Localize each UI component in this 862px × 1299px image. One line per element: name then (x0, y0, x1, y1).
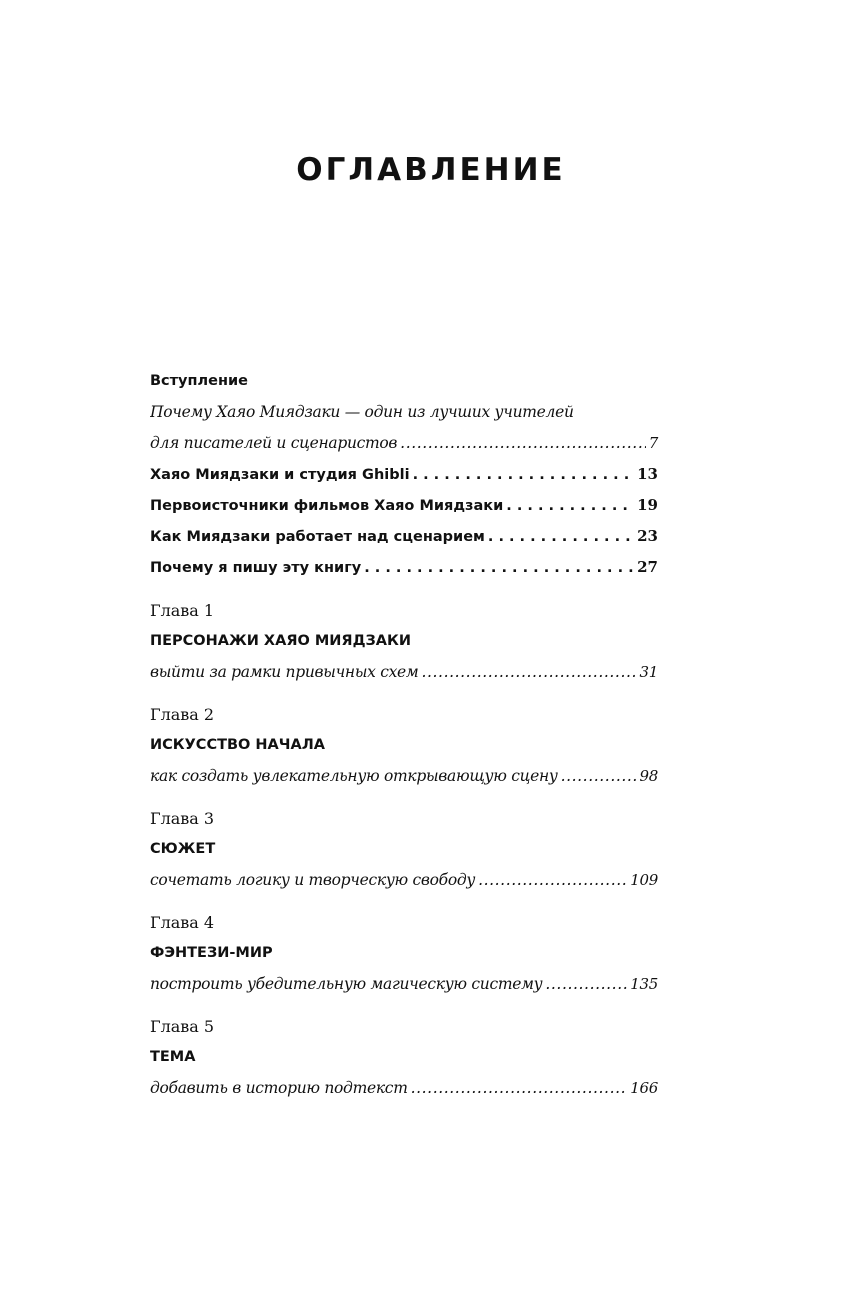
intro-heading: Вступление (150, 373, 248, 389)
chapter-entry[interactable] (150, 865, 658, 896)
chapter-label: Глава 2 (150, 705, 215, 724)
page-number: 23 (637, 527, 658, 545)
chapter-subtitle: построить убедительную магическую систему (150, 975, 543, 993)
chapter-title: ФЭНТЕЗИ-МИР (150, 945, 273, 961)
chapter-label: Глава 3 (150, 809, 215, 828)
dot-leader (545, 969, 627, 1000)
toc-entry[interactable] (150, 552, 658, 583)
chapter-entry[interactable] (150, 657, 658, 688)
intro-entry-line-1: Почему Хаяо Миядзаки — один из лучших учителей (150, 403, 574, 421)
dot-leader (411, 1073, 628, 1104)
dot-leader (400, 428, 646, 459)
chapter-entry[interactable] (150, 761, 658, 792)
toc-entry[interactable] (150, 459, 658, 490)
entry-title: Как Миядзаки работает над сценарием (150, 529, 485, 545)
page-number: 27 (637, 558, 658, 576)
chapter-label: Глава 5 (150, 1017, 215, 1036)
dot-leader (421, 657, 636, 688)
dot-leader (478, 865, 627, 896)
chapter-title: ПЕРСОНАЖИ ХАЯО МИЯДЗАКИ (150, 633, 412, 649)
dot-leader (506, 491, 634, 522)
dot-leader (561, 761, 637, 792)
page-number: 31 (639, 663, 658, 681)
entry-title: Хаяо Миядзаки и студия Ghibli (150, 467, 410, 483)
chapter-subtitle: выйти за рамки привычных схем (150, 663, 419, 681)
chapter-subtitle: как создать увлекательную открывающую сцену (150, 767, 558, 785)
page-number: 135 (630, 975, 658, 993)
table-of-contents (150, 366, 658, 1104)
chapter-title: ИСКУССТВО НАЧАЛА (150, 737, 325, 753)
toc-entry[interactable] (150, 521, 658, 552)
page-number: 109 (630, 871, 658, 889)
chapter-label: Глава 4 (150, 913, 215, 932)
page-number: 98 (639, 767, 658, 785)
chapter-entry[interactable] (150, 969, 658, 1000)
entry-title: Почему я пишу эту книгу (150, 560, 362, 576)
page-number: 7 (648, 434, 658, 452)
dot-leader (413, 460, 635, 491)
page-number: 19 (637, 496, 658, 514)
entry-title: Первоисточники фильмов Хаяо Миядзаки (150, 498, 504, 514)
chapter-entry[interactable] (150, 1073, 658, 1104)
intro-entry[interactable] (150, 428, 658, 459)
chapter-title: ТЕМА (150, 1049, 196, 1065)
toc-entry[interactable] (150, 490, 658, 521)
chapter-subtitle: сочетать логику и творческую свободу (150, 871, 476, 889)
intro-entry-line-2: для писателей и сценаристов (150, 434, 398, 452)
dot-leader (488, 522, 634, 553)
page-title: ОГЛАВЛЕНИЕ (296, 152, 566, 188)
page-number: 166 (630, 1079, 658, 1097)
chapter-label: Глава 1 (150, 601, 215, 620)
dot-leader (364, 553, 634, 584)
page-number: 13 (637, 465, 658, 483)
chapter-title: СЮЖЕТ (150, 841, 216, 857)
chapter-subtitle: добавить в историю подтекст (150, 1079, 408, 1097)
